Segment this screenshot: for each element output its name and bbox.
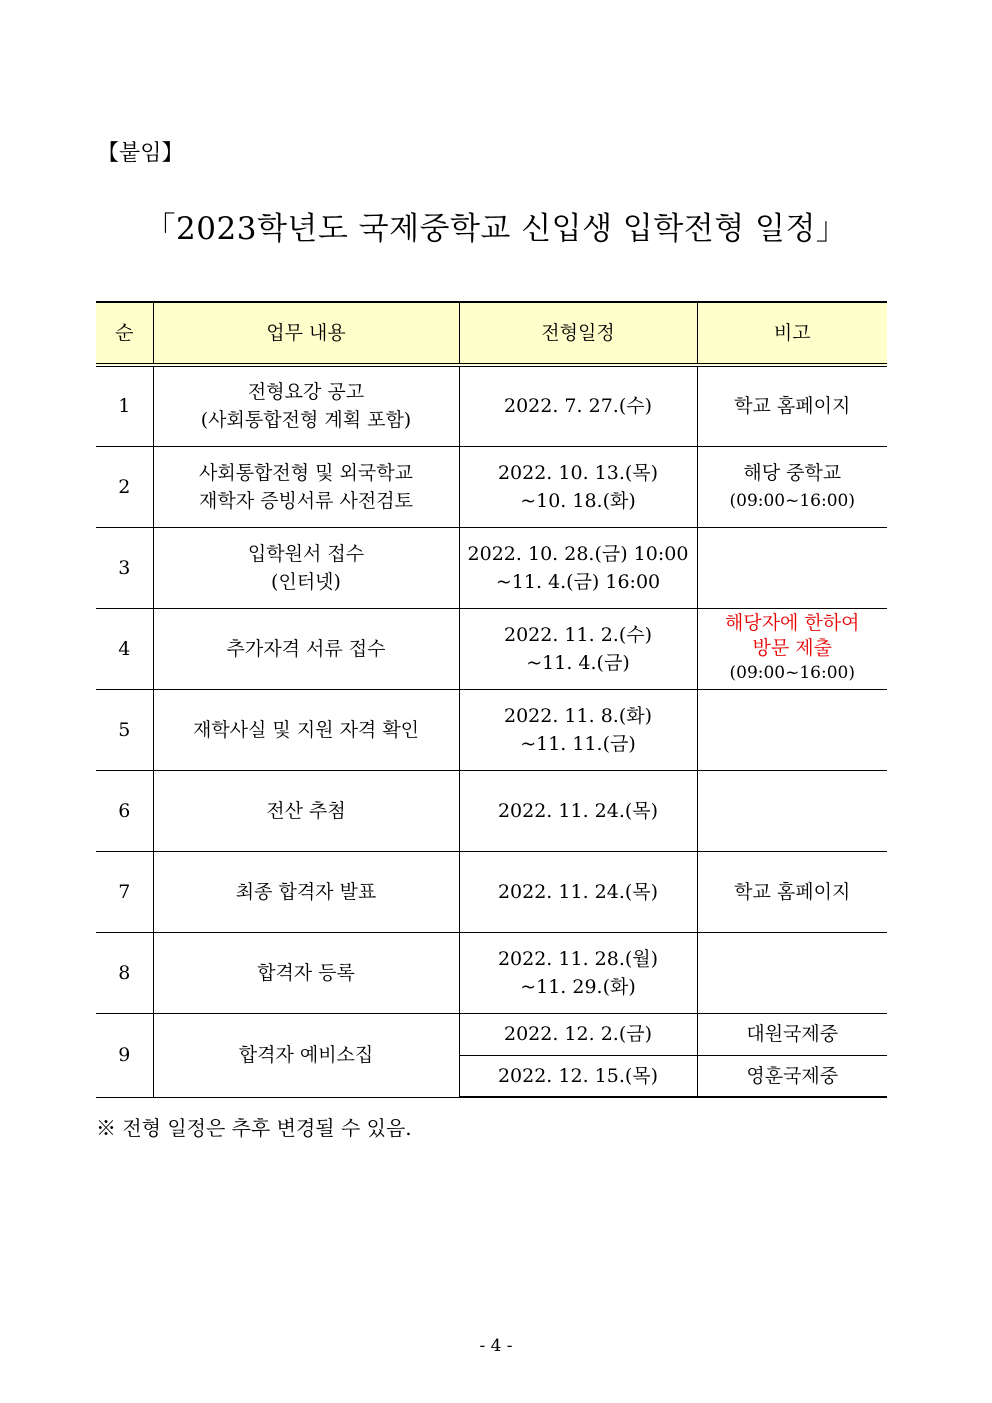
task-line: 입학원서 접수 xyxy=(247,542,365,565)
row-note xyxy=(697,770,887,851)
row-no: 6 xyxy=(96,770,153,851)
row-date xyxy=(459,851,697,932)
date-line: 2022. 11. 8.(화) xyxy=(504,704,652,727)
row-note xyxy=(697,932,887,1013)
row-no: 9 xyxy=(96,1013,153,1097)
row-note: 영훈국제중 xyxy=(697,1055,887,1097)
header-task: 업무 내용 xyxy=(153,302,459,365)
footnote: ※ 전형 일정은 추후 변경될 수 있음. xyxy=(96,1116,412,1140)
date-line: 2022. 11. 28.(월) xyxy=(497,947,659,970)
date-line: ~11. 4.(금) xyxy=(526,651,630,674)
row-date xyxy=(459,446,697,527)
table-row xyxy=(96,1013,887,1055)
row-no: 4 xyxy=(96,608,153,689)
page-number: - 4 - xyxy=(479,1336,513,1356)
row-task xyxy=(153,851,459,932)
date-line: 2022. 11. 24.(목) xyxy=(497,880,659,903)
header-no: 순 xyxy=(96,302,153,365)
date-line: 2022. 11. 2.(수) xyxy=(504,623,652,646)
date-line: ~11. 11.(금) xyxy=(520,732,636,755)
note-line-red: 해당자에 한하여 xyxy=(724,612,860,634)
table-row xyxy=(96,446,887,527)
task-line: 추가자격 서류 접수 xyxy=(226,637,386,660)
table-row xyxy=(96,527,887,608)
row-no: 3 xyxy=(96,527,153,608)
date-line: ~10. 18.(화) xyxy=(520,489,636,512)
row-task xyxy=(153,365,459,446)
task-line: 최종 합격자 발표 xyxy=(235,880,377,903)
row-no: 5 xyxy=(96,689,153,770)
table-header-row xyxy=(96,302,887,365)
date-line: 2022. 10. 13.(목) xyxy=(497,461,659,484)
row-note xyxy=(697,365,887,446)
row-date: 2022. 12. 2.(금) xyxy=(459,1013,697,1055)
note-line: (09:00~16:00) xyxy=(729,490,855,511)
note-line: 학교 홈페이지 xyxy=(734,880,851,903)
row-task xyxy=(153,527,459,608)
schedule-table xyxy=(96,301,887,1098)
table-row xyxy=(96,770,887,851)
row-date xyxy=(459,608,697,689)
date-line: ~11. 4.(금) 16:00 xyxy=(495,570,661,593)
row-note xyxy=(697,851,887,932)
row-date: 2022. 12. 15.(목) xyxy=(459,1055,697,1097)
task-line: 사회통합전형 및 외국학교 xyxy=(199,461,413,484)
row-note: 대원국제중 xyxy=(697,1013,887,1055)
row-task xyxy=(153,689,459,770)
date-line: ~11. 29.(화) xyxy=(520,975,636,998)
row-note xyxy=(697,446,887,527)
row-no: 1 xyxy=(96,365,153,446)
task-line: 재학사실 및 지원 자격 확인 xyxy=(192,718,420,741)
row-task xyxy=(153,770,459,851)
date-line: 2022. 10. 28.(금) 10:00 xyxy=(467,542,689,565)
task-line: (사회통합전형 계획 포함) xyxy=(200,409,412,432)
table-row xyxy=(96,365,887,446)
table-row xyxy=(96,689,887,770)
row-task xyxy=(153,608,459,689)
date-line: 2022. 7. 27.(수) xyxy=(504,395,652,418)
task-line: 전산 추첨 xyxy=(266,799,346,822)
date-line: 2022. 11. 24.(목) xyxy=(497,799,659,822)
task-line: 재학자 증빙서류 사전검토 xyxy=(199,489,413,512)
row-date xyxy=(459,932,697,1013)
task-line: 합격자 예비소집 xyxy=(238,1044,374,1066)
note-line: (09:00~16:00) xyxy=(729,663,855,683)
note-line: 학교 홈페이지 xyxy=(734,395,851,418)
row-no: 7 xyxy=(96,851,153,932)
row-task xyxy=(153,932,459,1013)
row-note xyxy=(697,608,887,689)
row-date xyxy=(459,770,697,851)
note-line: 해당 중학교 xyxy=(743,461,842,484)
row-task xyxy=(153,446,459,527)
table-row xyxy=(96,851,887,932)
row-date xyxy=(459,365,697,446)
table-row xyxy=(96,608,887,689)
row-no: 2 xyxy=(96,446,153,527)
header-date: 전형일정 xyxy=(459,302,697,365)
task-line: (인터넷) xyxy=(271,570,341,593)
row-date xyxy=(459,527,697,608)
header-note: 비고 xyxy=(697,302,887,365)
row-note xyxy=(697,527,887,608)
row-note xyxy=(697,689,887,770)
row-date xyxy=(459,689,697,770)
attachment-label: 【붙임】 xyxy=(97,141,184,166)
row-no: 8 xyxy=(96,932,153,1013)
row-task xyxy=(153,1013,459,1097)
note-line-red: 방문 제출 xyxy=(752,637,832,659)
table-row xyxy=(96,932,887,1013)
task-line: 전형요강 공고 xyxy=(247,381,365,404)
document-title: 「2023학년도 국제중학교 신입생 입학전형 일정」 xyxy=(144,211,848,247)
task-line: 합격자 등록 xyxy=(257,961,355,984)
